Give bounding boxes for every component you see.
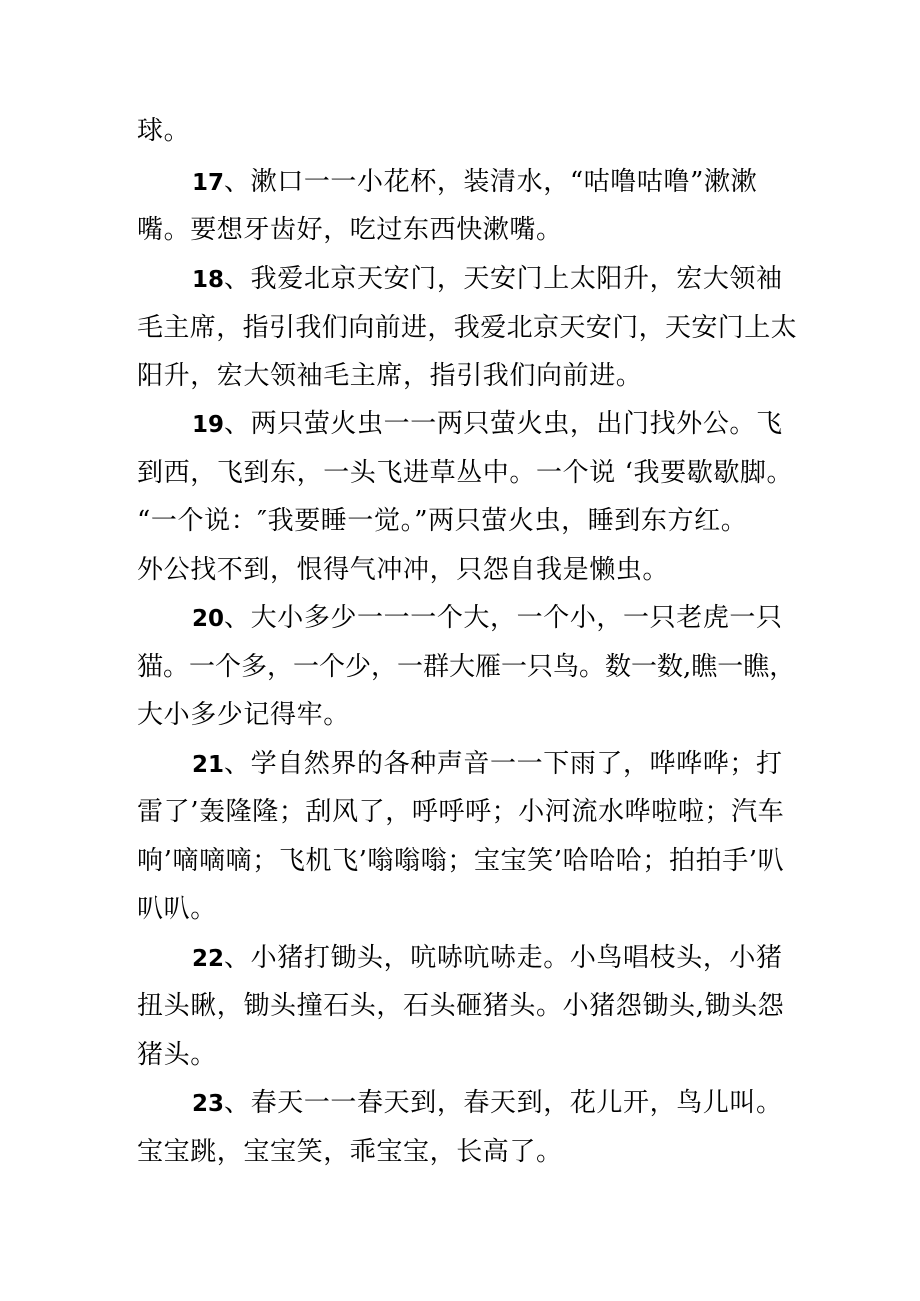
- item-19-line-3: “一个说：″我要睡一觉。”两只萤火虫，睡到东方红。: [137, 506, 748, 536]
- item-21-line-1: [192, 747, 783, 782]
- item-text: 、学自然界的各种声音一一下雨了，哗哗哗；打: [224, 749, 783, 779]
- item-number: 20: [192, 606, 225, 632]
- item-19-line-4: 外公找不到，恨得气冲冲，只怨自我是懒虫。: [137, 555, 670, 585]
- item-17-line-2: 嘴。要想牙齿好，吃过东西快漱嘴。: [137, 215, 563, 245]
- item-number: 23: [192, 1091, 225, 1117]
- item-number: 21: [192, 752, 225, 778]
- item-number: 22: [192, 946, 225, 972]
- item-19-line-1: [192, 407, 783, 442]
- item-21-line-2: 雷了’轰隆隆；刮风了，呼呼呼；小河流水哗啦啦；汽车: [137, 797, 785, 827]
- item-17-line-1: [192, 165, 757, 200]
- item-number: 18: [192, 267, 225, 293]
- item-text: 、小猪打锄头，吭哧吭哧走。小鸟唱枝头，小猪: [224, 943, 783, 973]
- item-22-line-1: [192, 941, 783, 976]
- item-text: 、漱口一一小花杯，装清水，“咕噜咕噜”漱漱: [224, 167, 758, 197]
- item-20-line-1: [192, 601, 783, 636]
- continuation-line: 球。: [137, 116, 191, 146]
- item-22-line-2: 扭头瞅，锄头撞石头，石头砸猪头。小猪怨锄头,锄头怨: [137, 991, 785, 1021]
- item-text: 、我爱北京天安门，天安门上太阳升，宏大领袖: [224, 264, 783, 294]
- item-18-line-2: 毛主席，指引我们向前进，我爱北京天安门，天安门上太: [137, 313, 798, 343]
- item-number: 17: [192, 170, 225, 196]
- item-18-line-1: [192, 262, 783, 297]
- item-19-line-2: 到西，飞到东，一头飞进草丛中。一个说 ‘我要歇歇脚。: [137, 458, 794, 488]
- item-22-line-3: 猪头。: [137, 1040, 217, 1070]
- item-20-line-3: 大小多少记得牢。: [137, 700, 350, 730]
- item-text: 、春天一一春天到，春天到，花儿开，鸟儿叫。: [224, 1088, 783, 1118]
- item-text: 、大小多少一一一个大，一个小，一只老虎一只: [224, 603, 783, 633]
- item-number: 19: [192, 412, 225, 438]
- item-23-line-2: 宝宝跳，宝宝笑，乖宝宝，长高了。: [137, 1137, 563, 1167]
- item-21-line-4: 叭叭。: [137, 894, 217, 924]
- item-text: 、两只萤火虫一一两只萤火虫，出门找外公。飞: [224, 409, 783, 439]
- item-20-line-2: 猫。一个多，一个少，一群大雁一只鸟。数一数,瞧一瞧，: [137, 652, 796, 682]
- item-23-line-1: [192, 1086, 783, 1121]
- item-21-line-3: 响’嘀嘀嘀；飞机飞’嗡嗡嗡；宝宝笑’哈哈哈；拍拍手’叭: [137, 846, 785, 876]
- item-18-line-3: 阳升，宏大领袖毛主席，指引我们向前进。: [137, 361, 643, 391]
